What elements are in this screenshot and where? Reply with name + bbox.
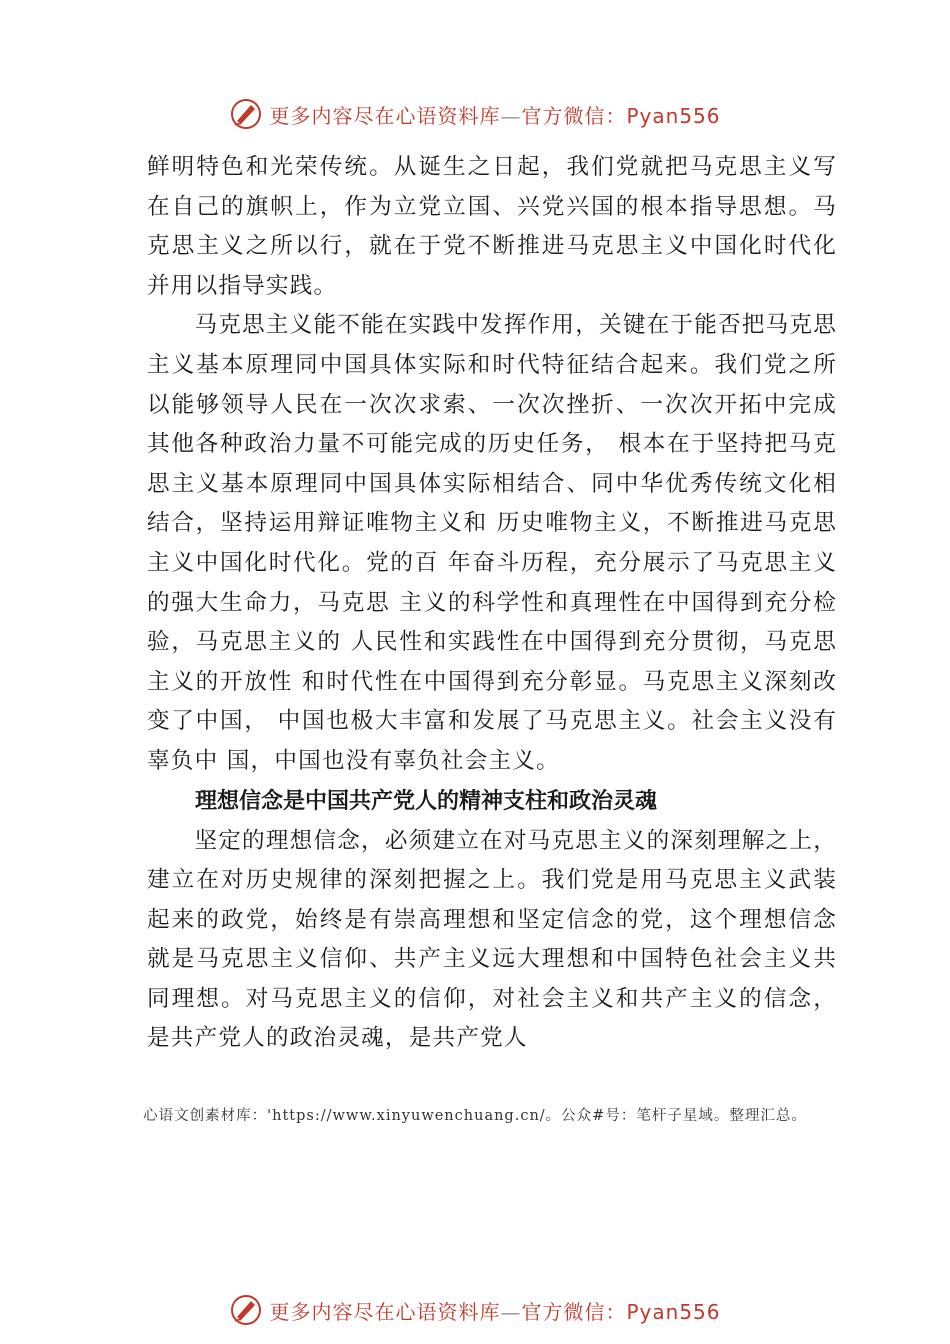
paragraph-marxism-practice: 马克思主义能不能在实践中发挥作用，关键在于能否把马克思主义基本原理同中国具体实际和时代特征结合起来。我们党之所以能够领导人民在一次次求索、一次次挫折、一次次开拓中完成其他各种政治力量不可能完成的历史任务， 根本在于坚持把马克思主义基本原理同中国具体实际相结合、同中华优秀传统文化相结合，坚持运用辩证唯物主义和 历史唯物主义，不断推进马克思主义中国化时代化。党的百 年奋斗历程，充分展示了马克思主义的强大生命力，马克思 主义的科学性和真理性在中国得到充分检验，马克思主义的 人民性和实践性在中国得到充分贯彻，马克思主义的开放性 和时代性在中国得到充分彰显。马克思主义深刻改变了中国， 中国也极大丰富和发展了马克思主义。社会主义没有辜负中 国，中国也没有辜负社会主义。 [147,312,837,774]
header-text [269,100,720,129]
header-title: 更多内容尽在心语资料库 [269,103,501,128]
page-footer-banner [0,1290,950,1330]
footer-banner-wechat-label: 官方微信： [521,1299,627,1324]
footer-source-note: 心语文创素材库：'https://www.xinyuwenchuang.cn/。公众#号：笔杆子星域。整理汇总。 [143,1108,807,1124]
pen-circle-logo-icon [229,1293,263,1327]
header-separator: — [500,103,522,128]
header-wechat-id: Pyan556 [626,103,721,128]
paragraph-continuation: 鲜明特色和光荣传统。从诞生之日起，我们党就把马克思主义写在自己的旗帜上，作为立党立国、兴党兴国的根本指导思想。马克思主义之所以行，就在于党不断推进马克思主义中国化时代化并用以指导实践。 [147,154,837,299]
footer-banner-title: 更多内容尽在心语资料库 [269,1299,501,1324]
footer-banner-text [269,1296,720,1325]
section-heading: 理想信念是中国共产党人的精神支柱和政治灵魂 [195,788,658,814]
footer-banner-wechat-id: Pyan556 [626,1299,721,1324]
paragraph-ideals-beliefs: 坚定的理想信念，必须建立在对马克思主义的深刻理解之上，建立在对历史规律的深刻把握之上。我们党是用马克思主义武装起来的政党，始终是有崇高理想和坚定信念的党，这个理想信念就是马克思主义信仰、共产主义远大理想和中国特色社会主义共同理想。对马克思主义的信仰，对社会主义和共产主义的信念，是共产党人的政治灵魂，是共产党人 [147,827,837,1052]
footer-banner-separator: — [500,1299,522,1324]
header-wechat-label: 官方微信： [521,103,627,128]
document-body [147,148,837,1059]
pen-circle-logo-icon [229,97,263,131]
page-header [0,94,950,134]
